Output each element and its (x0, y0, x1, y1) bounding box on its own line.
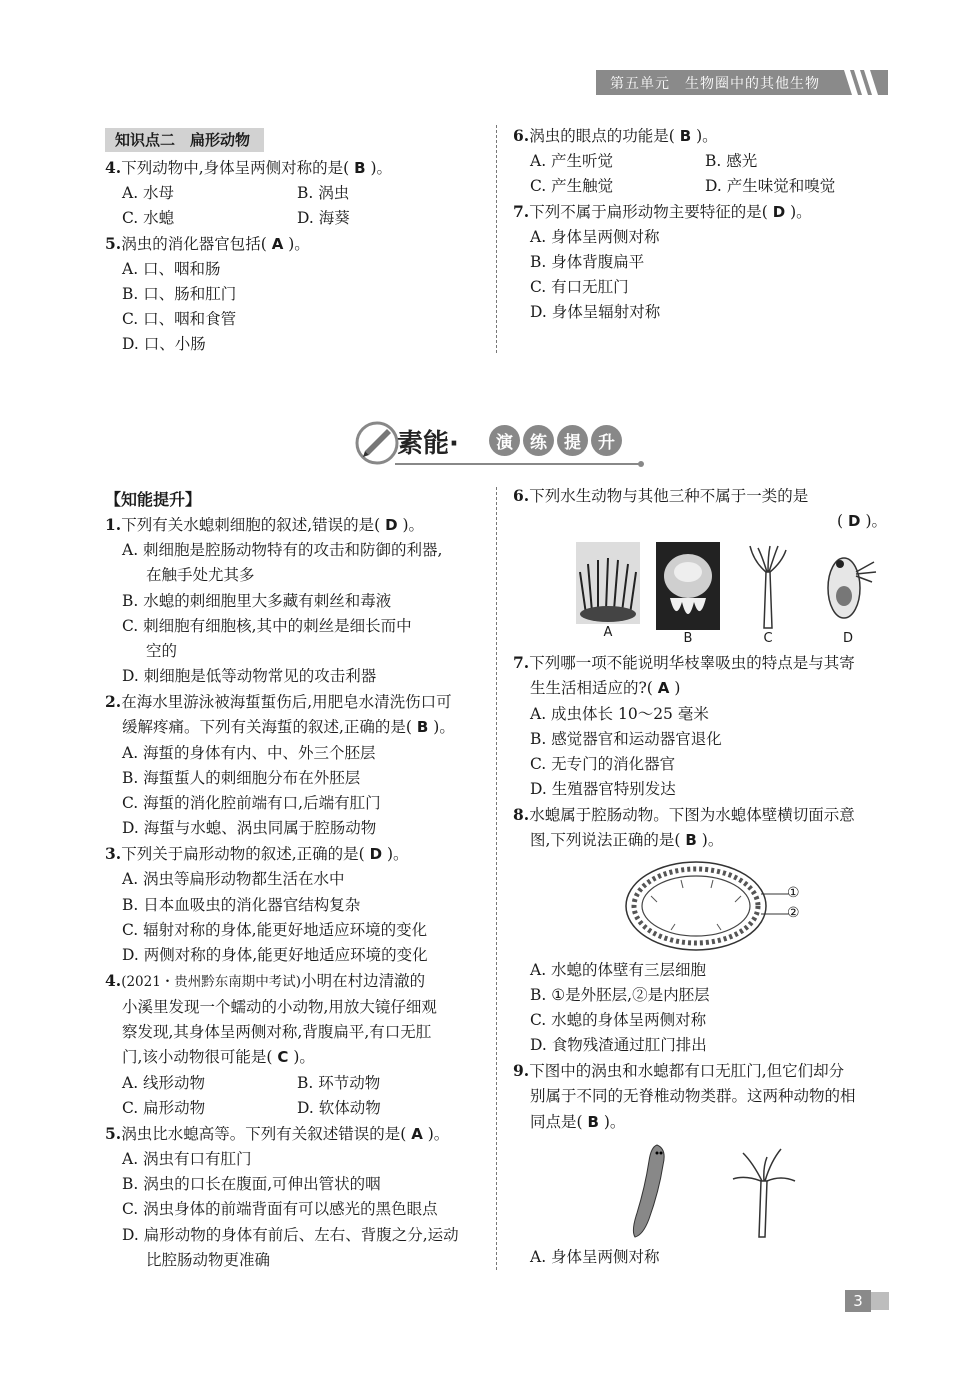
answer: A (657, 679, 670, 698)
figure-sea-anemone (573, 542, 643, 648)
options-row: C. 水螅 D. 海葵 (122, 209, 350, 227)
unit-title: 第五单元 生物圈中的其他生物 (610, 75, 820, 92)
option: D. 两侧对称的身体,能更好地适应环境的变化 (122, 945, 428, 964)
option: C. 海蜇的消化腔前端有口,后端有肛门 (122, 793, 381, 812)
banner-title: 素能· (397, 429, 459, 459)
sea-anemone-image (576, 542, 640, 624)
options-row: A. 产生听觉 B. 感光 (530, 152, 758, 170)
option: D. 食物残渣通过肛门排出 (530, 1036, 707, 1055)
section1-left-column (105, 128, 485, 357)
option: A. 涡虫有口有肛门 (122, 1150, 252, 1169)
question-9b: 9.下图中的涡虫和水螅都有口无肛门,但它们却分 (513, 1061, 845, 1081)
option: C. 辐射对称的身体,能更好地适应环境的变化 (122, 920, 428, 939)
option: B. 感觉器官和运动器官退化 (530, 729, 722, 748)
option: B. 海蜇蜇人的刺细胞分布在外胚层 (122, 768, 361, 787)
answer: C (277, 1048, 289, 1067)
answer: B (416, 718, 429, 737)
figure-jellyfish (653, 542, 723, 648)
hydra-cross-section-figure (621, 854, 893, 958)
banner-pen-icon (355, 415, 399, 467)
section2-label: 【知能提升】 (105, 490, 202, 509)
header-stripes-decoration (840, 70, 884, 95)
figure-label: B (683, 631, 693, 647)
question-4: 4.下列动物中,身体呈两侧对称的是( B )。 (105, 158, 393, 177)
label-1: ① (787, 884, 800, 901)
section2-left-column: 【知能提升】 1.下列有关水螅刺细胞的叙述,错误的是( D )。 A. 刺细胞是腔肠动物特有的攻击和防御的利器, 在触手处尤其多 B. 水螅的刺细胞里大多藏有刺丝和毒液 C. 刺细胞有细胞核,其中的刺丝是细长而中 空的 D. 刺细胞是低等动物常见的攻击利器 2.在海水里游泳被海蜇蜇伤后,用肥皂水清洗伤口可 缓解疼痛。下列有关海蜇的叙述,正确的是( B )。 A. 海蜇的身体有内、中、外三个胚层 B. 海蜇蜇人的刺细胞分布在外胚层 C. 海蜇的消化腔前端有口,后端有肛门 D. 海蜇与水螅、涡虫同属于腔肠动物 3.下列关于扁形动物的叙述,正确的是( D )。 A. 涡虫等扁形动物都生活在水中 B. 日本血吸虫的消化器官结构复杂 C. 辐射对称的身体,能更好地适应环境的变化 D. 两侧对称的身体,能更好地适应环境的变化 4.(2021・贵州黔东南期中考试)小明在村边清澈的 小溪里发现一个蠕动的小动物,用放大镜仔细观 察发现,其身体呈两侧对称,背腹扁平,有口无肛 门,该小动物很可能是( C )。 A. 线形动物 B. 环节动物 C. 扁形动物 D. 软体动物 5.涡虫比水螅高等。下列有关叙述错误的是( A )。 A. 涡虫有口有肛门 B. 涡虫的口长在腹面,可伸出管状的咽 C. 涡虫身体的前端背面有可以感光的黑色眼点 D. 扁形动物的身体有前后、左右、背腹之分,运动 比腔肠动物更准确 (105, 487, 490, 1273)
water-flea-image (816, 542, 880, 630)
options-row: A. 线形动物 B. 环节动物 (122, 1073, 381, 1092)
figure-label: A (603, 625, 613, 641)
answer: B (587, 1112, 599, 1131)
option: B. 日本血吸虫的消化器官结构复杂 (122, 895, 361, 914)
question-7: 7.下列不属于扁形动物主要特征的是( D )。 (513, 202, 812, 221)
answer: D (369, 845, 383, 864)
hydra-image (736, 542, 800, 630)
question-7b: 7.下列哪一项不能说明华枝睾吸虫的特点是与其寄 (513, 653, 855, 673)
option: C. 水螅的身体呈两侧对称 (530, 1010, 707, 1029)
question-source: (2021・贵州黔东南期中考试) (121, 973, 302, 990)
option: D. 身体呈辐射对称 (530, 303, 661, 321)
option: D. 刺细胞是低等动物常见的攻击利器 (122, 667, 377, 686)
option-continued: 比腔肠动物更准确 (146, 1250, 271, 1269)
option: A. 海蜇的身体有内、中、外三个胚层 (122, 743, 376, 762)
option: B. 水螅的刺细胞里大多藏有刺丝和毒液 (122, 591, 392, 610)
question-3: 3.下列关于扁形动物的叙述,正确的是( D )。 (105, 844, 409, 864)
option: A. 刺细胞是腔肠动物特有的攻击和防御的利器, (122, 541, 443, 560)
answer: B (685, 831, 697, 850)
answer: D (848, 512, 861, 531)
option: A. 身体呈两侧对称 (530, 1247, 660, 1266)
flatworm-hydra-figure (623, 1141, 893, 1245)
option: A. 成虫体长 10～25 毫米 (530, 704, 709, 723)
option: B. 口、肠和肛门 (122, 285, 237, 303)
banner-underline (355, 461, 645, 467)
banner-subtitle (489, 425, 625, 456)
option: B. 涡虫的口长在腹面,可伸出管状的咽 (122, 1175, 381, 1194)
figure-water-flea (813, 542, 883, 648)
column-divider (496, 125, 497, 353)
question-6: 6.涡虫的眼点的功能是( B )。 (513, 126, 718, 145)
answer: A (411, 1124, 423, 1143)
flatworm-image (623, 1141, 683, 1241)
question-2: 2.在海水里游泳被海蜇蜇伤后,用肥皂水清洗伤口可 (105, 692, 452, 712)
option: A. 涡虫等扁形动物都生活在水中 (122, 870, 345, 889)
banner-char: 提 (557, 425, 588, 456)
option: C. 刺细胞有细胞核,其中的刺丝是细长而中 (122, 616, 412, 635)
answer: D (772, 203, 786, 221)
options-row: C. 扁形动物 D. 软体动物 (122, 1098, 381, 1117)
option: C. 有口无肛门 (530, 278, 629, 296)
question-8b: 8.水螅属于腔肠动物。下图为水螅体壁横切面示意 (513, 805, 855, 825)
section2-right-column: 6.下列水生动物与其他三种不属于一类的是 ( D )。 A B C D 7.下列哪一项不能说明华枝睾吸虫的特点是与其寄 生生活相适应的?( A ) A. 成虫体长 10～25 毫米 B. 感觉器官和运动器官退化 C. 无专门的消化器官 D. 生殖器官特别发达 8.水螅属于腔肠动物。下图为水螅体壁横切面示意 图,下列说法正确的是( B )。 ① ② A. 水螅的体壁有三层细胞 B. ①是外胚层,②是内胚层 C. 水螅的身体呈两侧对称 D. 食物残渣通过肛门排出 9.下图中的涡虫和水螅都有口无肛门,但它们却分 别属于不同的无脊椎动物类群。这两种动物的相 同点是( B )。 A. 身体呈两侧对称 (513, 483, 893, 1270)
question-1: 1.下列有关水螅刺细胞的叙述,错误的是( D )。 (105, 515, 425, 535)
section1-right-column (513, 123, 893, 325)
hydra-small-image (723, 1141, 803, 1241)
option: C. 涡虫身体的前端背面有可以感光的黑色眼点 (122, 1200, 438, 1219)
label-2: ② (787, 904, 800, 921)
option: B. 身体背腹扁平 (530, 253, 645, 271)
option: A. 身体呈两侧对称 (530, 228, 660, 246)
page-number: 3 (845, 1290, 871, 1312)
question-5b: 5.涡虫比水螅高等。下列有关叙述错误的是( A )。 (105, 1123, 450, 1143)
column-divider (496, 487, 497, 1270)
option: D. 生殖器官特别发达 (530, 780, 676, 799)
options-row: A. 水母 B. 涡虫 (122, 184, 350, 202)
banner-char: 演 (489, 425, 520, 456)
option-continued: 在触手处尤其多 (146, 566, 255, 585)
answer: B (354, 159, 366, 177)
jellyfish-image (656, 542, 720, 630)
option: D. 海蜇与水螅、涡虫同属于腔肠动物 (122, 819, 377, 838)
answer: A (271, 235, 284, 253)
banner-char: 练 (523, 425, 554, 456)
question-4b: 4.(2021・贵州黔东南期中考试)小明在村边清澈的 (105, 970, 426, 990)
option: D. 口、小肠 (122, 335, 206, 353)
option: B. ①是外胚层,②是内胚层 (530, 985, 710, 1004)
option: C. 口、咽和食管 (122, 310, 237, 328)
option: A. 水螅的体壁有三层细胞 (530, 960, 707, 979)
section1-label: 知识点二 扁形动物 (105, 128, 264, 152)
section-banner (355, 415, 645, 467)
banner-char: 升 (591, 425, 622, 456)
answer: B (679, 127, 692, 145)
answer: D (385, 516, 398, 535)
options-row: C. 产生触觉 D. 产生味觉和嗅觉 (530, 177, 836, 195)
unit-header (596, 70, 888, 95)
option: D. 扁形动物的身体有前后、左右、背腹之分,运动 (122, 1225, 459, 1244)
option-continued: 空的 (146, 641, 178, 660)
hydra-cross-section-diagram (621, 856, 771, 956)
figure-hydra (733, 542, 803, 648)
figure-row (573, 542, 893, 648)
question-5: 5.涡虫的消化器官包括( A )。 (105, 234, 310, 253)
option: C. 无专门的消化器官 (530, 754, 676, 773)
question-6b: 6.下列水生动物与其他三种不属于一类的是 (513, 486, 809, 505)
option: A. 口、咽和肠 (122, 260, 221, 278)
figure-label: D (842, 631, 853, 647)
figure-label: C (763, 631, 773, 647)
